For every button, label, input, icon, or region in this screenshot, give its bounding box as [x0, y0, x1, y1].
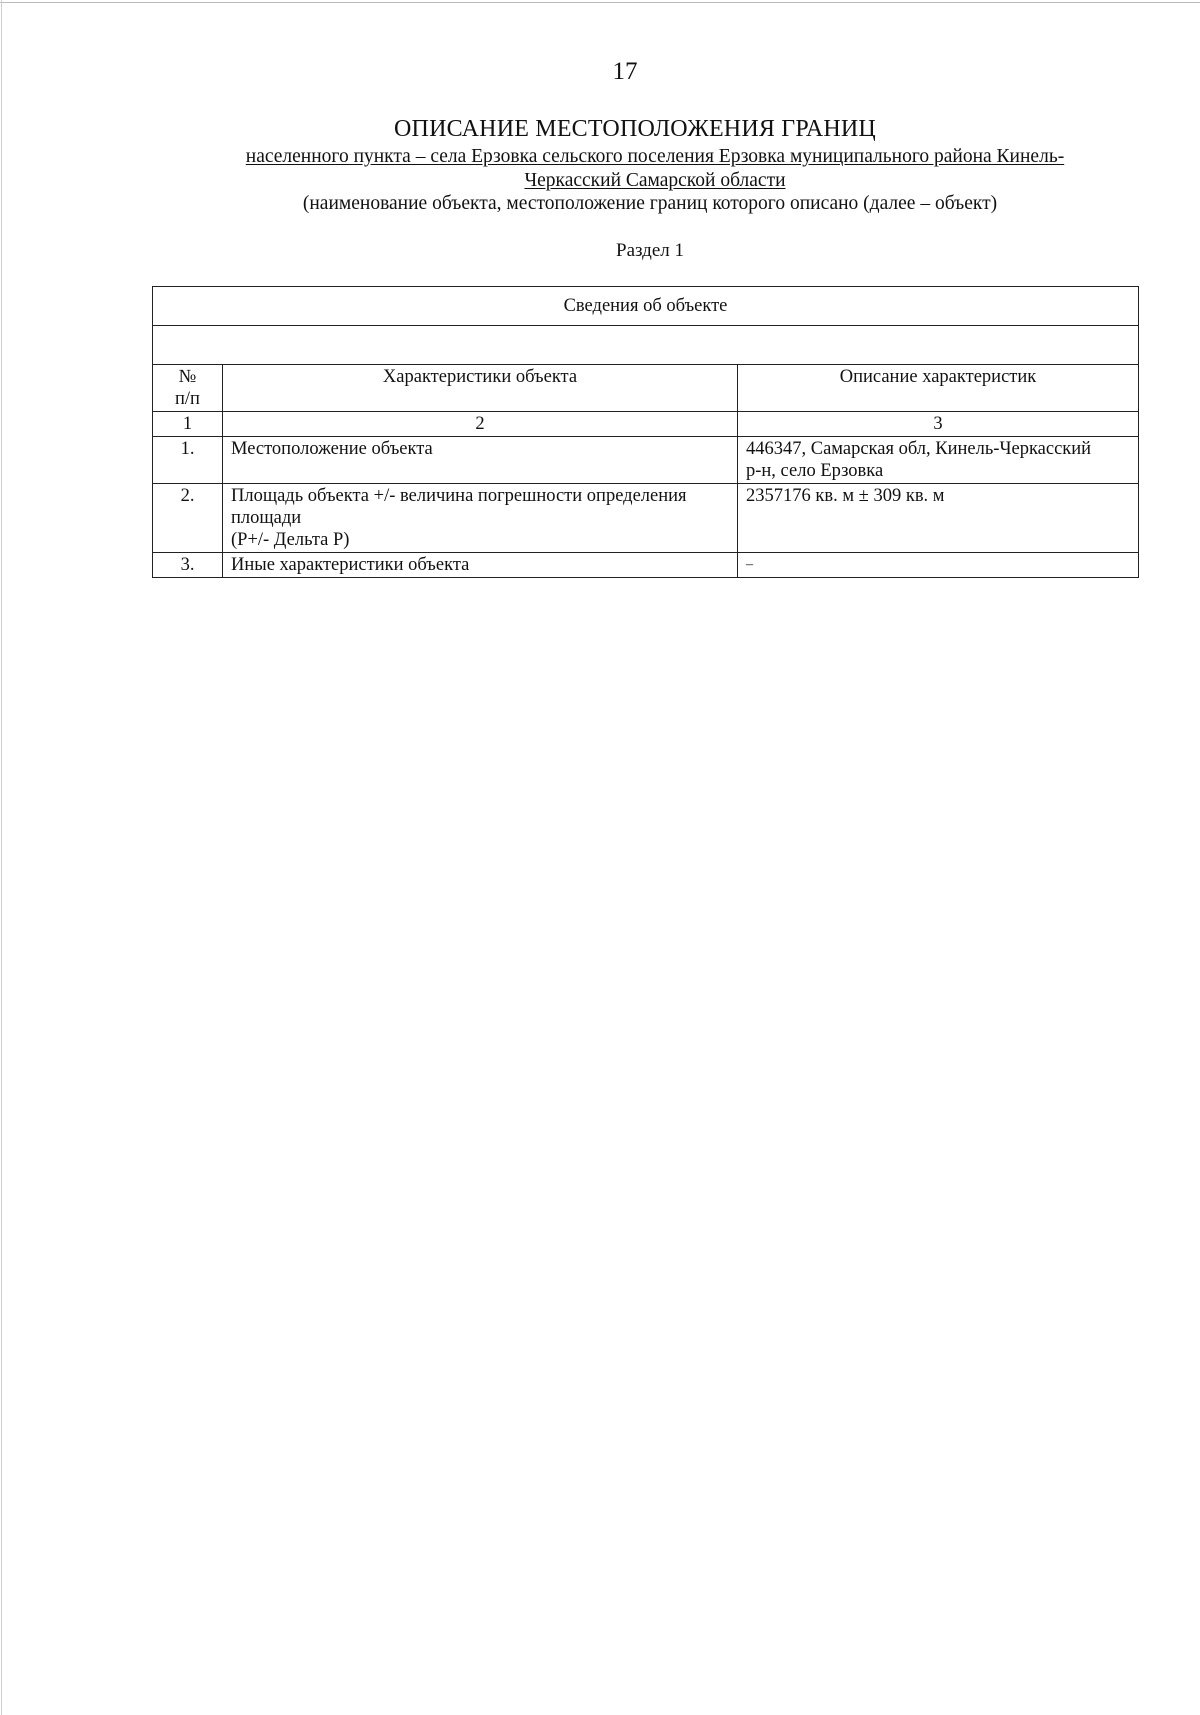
subtitle-line-2: Черкасский Самарской области	[524, 170, 786, 191]
subtitle-note: (наименование объекта, местоположение границ которого описано (далее – объект)	[302, 193, 998, 214]
row-description	[738, 437, 1139, 484]
table-row	[153, 553, 1139, 578]
row-description-line-1: 446347, Самарская обл, Кинель-Черкасский	[746, 439, 1092, 459]
row-characteristic-line-1: Площадь объекта +/- величина погрешности определения	[231, 486, 687, 506]
row-num: 2.	[153, 484, 223, 553]
row-num: 3.	[153, 553, 223, 578]
header-num	[153, 365, 223, 412]
table-empty-row	[153, 326, 1139, 365]
table-row	[153, 437, 1139, 484]
table-caption-row	[153, 287, 1139, 326]
row-description-line-2: р-н, село Ерзовка	[746, 461, 884, 481]
column-number-3: 3	[738, 412, 1139, 437]
table-header-row	[153, 365, 1139, 412]
column-number-2: 2	[223, 412, 738, 437]
top-border-line	[0, 2, 1200, 3]
page-number: 17	[612, 58, 638, 85]
row-characteristic-line-3: (Р+/- Дельта Р)	[231, 530, 350, 550]
column-number-row	[153, 412, 1139, 437]
row-description: –	[738, 553, 1139, 578]
table-row	[153, 484, 1139, 553]
row-characteristic: Иные характеристики объекта	[223, 553, 738, 578]
table-caption: Сведения об объекте	[153, 287, 1139, 326]
row-description: 2357176 кв. м ± 309 кв. м	[738, 484, 1139, 553]
header-num-line-1: №	[178, 367, 197, 387]
header-num-line-2: п/п	[175, 389, 200, 409]
row-characteristic-line-2: площади	[231, 508, 302, 528]
table-empty-cell	[153, 326, 1139, 365]
document-subtitle	[225, 145, 1085, 193]
subtitle-line-1: населенного пункта – села Ерзовка сельского поселения Ерзовка муниципального района Кинель-	[245, 146, 1065, 167]
column-number-1: 1	[153, 412, 223, 437]
header-description: Описание характеристик	[738, 365, 1139, 412]
document-title: ОПИСАНИЕ МЕСТОПОЛОЖЕНИЯ ГРАНИЦ	[394, 116, 876, 142]
row-characteristic	[223, 484, 738, 553]
object-info-table	[152, 286, 1139, 578]
row-characteristic: Местоположение объекта	[223, 437, 738, 484]
section-label: Раздел 1	[616, 240, 684, 261]
header-characteristics: Характеристики объекта	[223, 365, 738, 412]
row-num: 1.	[153, 437, 223, 484]
